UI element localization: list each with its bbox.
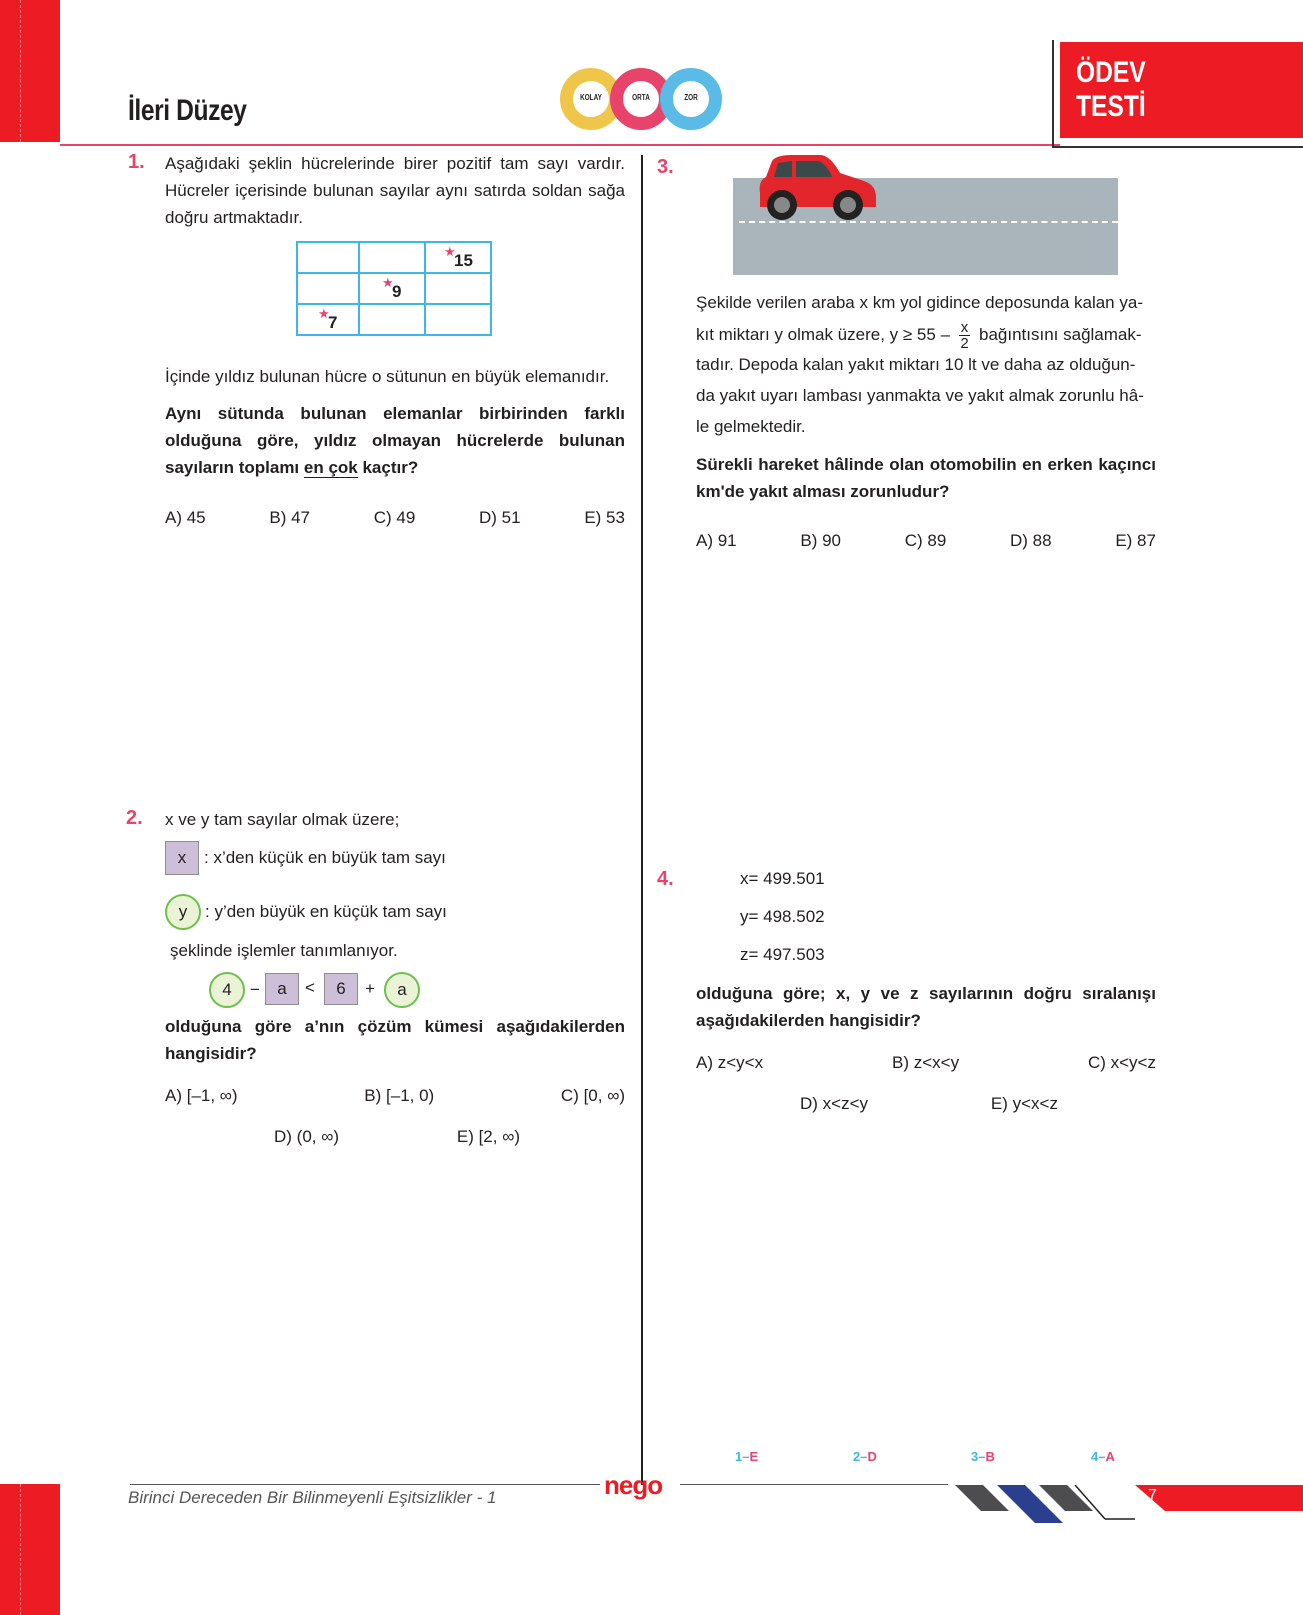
option-e[interactable]: E) [2, ∞) (456, 1127, 520, 1146)
page-number-banner (1135, 1485, 1303, 1511)
ceiling-definition: : y’den büyük en küçük tam sayı (205, 902, 447, 921)
option-d[interactable]: D) 88 (1010, 531, 1052, 550)
option-a[interactable]: A) 45 (165, 508, 206, 527)
value-y: y= 498.502 (740, 907, 825, 926)
fraction-x-over-2: $\frac{x}{2}$ (960, 319, 969, 352)
floor-symbol-box: x (165, 841, 199, 875)
answer-key-4: 4–A (1091, 1449, 1115, 1464)
answer-key-1: 1–E (735, 1449, 759, 1464)
number-grid: ★ 15 ★ 9 ★ 7 (296, 241, 492, 336)
floor-definition: : x’den küçük en büyük tam sayı (204, 848, 446, 867)
option-e[interactable]: E) y<x<z (990, 1094, 1058, 1113)
question-3-line-2: kıt miktarı y olmak üzere, y ≥ 55 – $\frac{x}{2}$ bağıntısını sağlamak- (696, 319, 1142, 352)
question-2-options-row2 (274, 1127, 520, 1147)
difficulty-easy: KOLAY (560, 68, 622, 130)
publisher-logo: nego (604, 1470, 663, 1500)
option-d[interactable]: D) (0, ∞) (274, 1127, 340, 1146)
question-3-options (696, 531, 1156, 551)
difficulty-rings (560, 68, 722, 138)
left-margin-bar-bottom (0, 1484, 60, 1615)
question-4-options-row1 (696, 1053, 1156, 1073)
answer-key-3: 3–B (971, 1449, 995, 1464)
option-c[interactable]: C) 89 (904, 531, 947, 550)
question-number: 2. (126, 807, 143, 829)
header-divider (60, 144, 1060, 146)
option-b[interactable]: B) z<x<y (891, 1053, 960, 1072)
option-a[interactable]: A) [–1, ∞) (165, 1086, 238, 1105)
page-title: İleri Düzey (128, 94, 247, 127)
answer-key-2: 2–D (853, 1449, 877, 1464)
question-4-options-row2 (800, 1094, 1058, 1114)
question-1-options (165, 508, 625, 528)
question-2-options-row1 (165, 1086, 625, 1106)
question-3-prompt: Sürekli hareket hâlinde olan otomobilin en erken kaçıncı km'de yakıt alması zorunludur? (696, 455, 1156, 501)
question-4-prompt: olduğuna göre; x, y ve z sayılarının doğru sıralanışı aşağıdakilerden hangisidir? (696, 984, 1156, 1030)
option-e[interactable]: E) 87 (1115, 531, 1156, 550)
question-1-prompt: Aynı sütunda bulunan elemanlar birbirinden farklı olduğuna göre, yıldız olmayan hücrelerde bulunan sayıların toplamı en çok kaçtır? (165, 404, 625, 477)
option-c[interactable]: C) x<y<z (1087, 1053, 1156, 1072)
ceiling-symbol-circle: y (165, 894, 201, 930)
option-a[interactable]: A) 91 (696, 531, 737, 550)
option-d[interactable]: D) x<z<y (800, 1094, 869, 1113)
option-b[interactable]: B) 47 (269, 508, 310, 527)
difficulty-hard: ZOR (660, 68, 722, 130)
option-b[interactable]: B) [–1, 0) (364, 1086, 435, 1105)
question-number: 3. (657, 156, 674, 178)
homework-test-badge: ÖDEV TESTİ (1060, 42, 1303, 138)
question-number: 4. (657, 868, 674, 890)
star-icon: ★ (318, 306, 330, 321)
decorative-stripes (955, 1485, 1135, 1525)
footer-divider-right (680, 1484, 948, 1485)
question-2-prompt: olduğuna göre a’nın çözüm kümesi aşağıdakilerden hangisidir? (165, 1017, 625, 1063)
car-icon (752, 153, 880, 223)
question-3-line-5: le gelmektedir. (696, 417, 806, 436)
footer-divider-left (130, 1484, 600, 1485)
question-2-after-definitions: şeklinde işlemler tanımlanıyor. (170, 941, 398, 960)
value-z: z= 497.503 (740, 945, 825, 964)
difficulty-medium: ORTA (610, 68, 672, 130)
column-divider (641, 155, 643, 1485)
value-x: x= 499.501 (740, 869, 825, 888)
star-icon: ★ (382, 275, 394, 290)
option-c[interactable]: C) [0, ∞) (560, 1086, 625, 1105)
option-b[interactable]: B) 90 (800, 531, 841, 550)
question-1-note: İçinde yıldız bulunan hücre o sütunun en büyük elemanıdır. (165, 367, 610, 386)
question-2-intro: x ve y tam sayılar olmak üzere; (165, 810, 400, 829)
question-3-line-4: da yakıt uyarı lambası yanmakta ve yakıt almak zorunlu hâ- (696, 386, 1144, 405)
chapter-title: Birinci Dereceden Bir Bilinmeyenli Eşitsizlikler - 1 (128, 1488, 497, 1507)
option-a[interactable]: A) z<y<x (696, 1053, 764, 1072)
option-c[interactable]: C) 49 (373, 508, 416, 527)
option-e[interactable]: E) 53 (584, 508, 625, 527)
left-margin-bar-top (0, 0, 60, 142)
option-d[interactable]: D) 51 (479, 508, 521, 527)
question-3-line-3: tadır. Depoda kalan yakıt miktarı 10 lt ve daha az olduğun- (696, 355, 1136, 374)
page-number: 7 (1148, 1487, 1157, 1504)
star-icon: ★ (444, 244, 456, 259)
question-number: 1. (128, 151, 145, 173)
question-1-intro: Aşağıdaki şeklin hücrelerinde birer pozitif tam sayı vardır. Hücreler içerisinde bulunan sayılar aynı satırda soldan sağa doğru artmaktadır. (165, 154, 625, 227)
question-3-line-1: Şekilde verilen araba x km yol gidince deposunda kalan ya- (696, 293, 1143, 312)
